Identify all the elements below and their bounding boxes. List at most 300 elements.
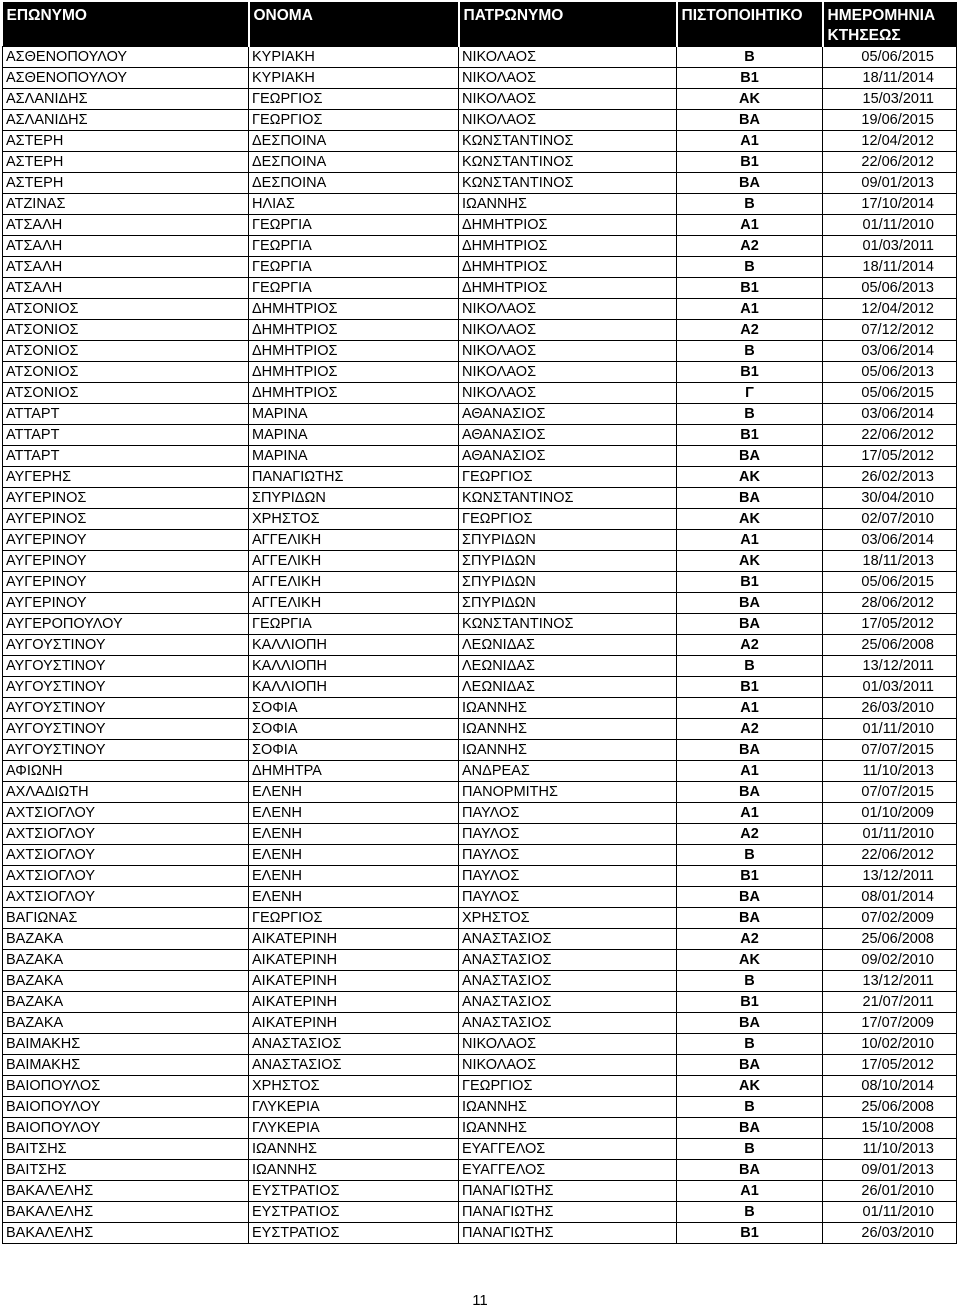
cell-certificate: Α1 xyxy=(677,761,823,782)
cell-surname: ΒΑΙΟΠΟΥΛΟΥ xyxy=(3,1097,249,1118)
cell-acquisition-date: 08/01/2014 xyxy=(823,887,957,908)
table-row xyxy=(3,1118,957,1139)
cell-surname: ΑΤΖΙΝΑΣ xyxy=(3,194,249,215)
cell-father-name: ΛΕΩΝΙΔΑΣ xyxy=(459,656,677,677)
cell-father-name: ΚΩΝΣΤΑΝΤΙΝΟΣ xyxy=(459,488,677,509)
cell-certificate: Α1 xyxy=(677,299,823,320)
cell-first-name: ΑΙΚΑΤΕΡΙΝΗ xyxy=(249,1013,459,1034)
table-row xyxy=(3,950,957,971)
cell-acquisition-date: 17/05/2012 xyxy=(823,1055,957,1076)
cell-certificate: Β xyxy=(677,656,823,677)
cell-certificate: Β1 xyxy=(677,1223,823,1244)
cell-certificate: ΒΑ xyxy=(677,908,823,929)
cell-certificate: Β1 xyxy=(677,68,823,89)
cell-surname: ΑΤΣΟΝΙΟΣ xyxy=(3,362,249,383)
cell-surname: ΑΣΤΕΡΗ xyxy=(3,131,249,152)
cell-father-name: ΑΘΑΝΑΣΙΟΣ xyxy=(459,404,677,425)
cell-father-name: ΓΕΩΡΓΙΟΣ xyxy=(459,467,677,488)
cell-acquisition-date: 22/06/2012 xyxy=(823,152,957,173)
table-row xyxy=(3,1076,957,1097)
cell-first-name: ΚΑΛΛΙΟΠΗ xyxy=(249,677,459,698)
table-row xyxy=(3,677,957,698)
table-row xyxy=(3,488,957,509)
cell-certificate: Α2 xyxy=(677,824,823,845)
cell-first-name: ΑΙΚΑΤΕΡΙΝΗ xyxy=(249,950,459,971)
cell-father-name: ΣΠΥΡΙΔΩΝ xyxy=(459,593,677,614)
cell-acquisition-date: 01/11/2010 xyxy=(823,1202,957,1223)
cell-acquisition-date: 07/12/2012 xyxy=(823,320,957,341)
cell-first-name: ΗΛΙΑΣ xyxy=(249,194,459,215)
cell-first-name: ΑΙΚΑΤΕΡΙΝΗ xyxy=(249,929,459,950)
table-row xyxy=(3,614,957,635)
cell-father-name: ΝΙΚΟΛΑΟΣ xyxy=(459,299,677,320)
cell-first-name: ΣΟΦΙΑ xyxy=(249,719,459,740)
cell-surname: ΒΑΖΑΚΑ xyxy=(3,929,249,950)
cell-certificate: Α1 xyxy=(677,215,823,236)
cell-certificate: Α2 xyxy=(677,719,823,740)
table-row xyxy=(3,635,957,656)
cell-first-name: ΓΕΩΡΓΙΟΣ xyxy=(249,89,459,110)
cell-father-name: ΚΩΝΣΤΑΝΤΙΝΟΣ xyxy=(459,152,677,173)
cell-first-name: ΓΕΩΡΓΙΑ xyxy=(249,278,459,299)
cell-acquisition-date: 01/03/2011 xyxy=(823,236,957,257)
cell-first-name: ΣΠΥΡΙΔΩΝ xyxy=(249,488,459,509)
cell-acquisition-date: 17/05/2012 xyxy=(823,446,957,467)
cell-certificate: Α2 xyxy=(677,635,823,656)
table-row xyxy=(3,740,957,761)
cell-father-name: ΣΠΥΡΙΔΩΝ xyxy=(459,530,677,551)
table-row xyxy=(3,299,957,320)
cell-surname: ΑΥΓΕΡΙΝΟΥ xyxy=(3,593,249,614)
cell-father-name: ΑΝΑΣΤΑΣΙΟΣ xyxy=(459,1013,677,1034)
cell-father-name: ΑΘΑΝΑΣΙΟΣ xyxy=(459,425,677,446)
cell-acquisition-date: 26/01/2010 xyxy=(823,1181,957,1202)
cell-first-name: ΓΛΥΚΕΡΙΑ xyxy=(249,1118,459,1139)
cell-acquisition-date: 03/06/2014 xyxy=(823,341,957,362)
cell-acquisition-date: 05/06/2015 xyxy=(823,572,957,593)
cell-certificate: Β1 xyxy=(677,572,823,593)
cell-first-name: ΔΗΜΗΤΡΙΟΣ xyxy=(249,320,459,341)
cell-acquisition-date: 09/01/2013 xyxy=(823,173,957,194)
cell-certificate: Α1 xyxy=(677,803,823,824)
cell-father-name: ΧΡΗΣΤΟΣ xyxy=(459,908,677,929)
cell-father-name: ΚΩΝΣΤΑΝΤΙΝΟΣ xyxy=(459,131,677,152)
cell-first-name: ΑΝΑΣΤΑΣΙΟΣ xyxy=(249,1034,459,1055)
cell-surname: ΑΤΣΑΛΗ xyxy=(3,278,249,299)
cell-surname: ΑΧΤΣΙΟΓΛΟΥ xyxy=(3,887,249,908)
cell-first-name: ΓΕΩΡΓΙΟΣ xyxy=(249,110,459,131)
cell-surname: ΑΧΤΣΙΟΓΛΟΥ xyxy=(3,866,249,887)
table-row xyxy=(3,173,957,194)
cell-certificate: Α1 xyxy=(677,698,823,719)
cell-acquisition-date: 28/06/2012 xyxy=(823,593,957,614)
cell-certificate: Β1 xyxy=(677,278,823,299)
cell-first-name: ΓΛΥΚΕΡΙΑ xyxy=(249,1097,459,1118)
cell-certificate: ΒΑ xyxy=(677,1118,823,1139)
cell-certificate: Β xyxy=(677,1097,823,1118)
cell-father-name: ΝΙΚΟΛΑΟΣ xyxy=(459,47,677,68)
cell-first-name: ΠΑΝΑΓΙΩΤΗΣ xyxy=(249,467,459,488)
cell-father-name: ΠΑΝΑΓΙΩΤΗΣ xyxy=(459,1223,677,1244)
cell-father-name: ΝΙΚΟΛΑΟΣ xyxy=(459,320,677,341)
table-row xyxy=(3,236,957,257)
cell-acquisition-date: 26/03/2010 xyxy=(823,698,957,719)
cell-first-name: ΑΙΚΑΤΕΡΙΝΗ xyxy=(249,971,459,992)
cell-certificate: ΑΚ xyxy=(677,509,823,530)
cell-acquisition-date: 13/12/2011 xyxy=(823,866,957,887)
cell-certificate: ΑΚ xyxy=(677,950,823,971)
cell-surname: ΑΥΓΕΡΙΝΟΥ xyxy=(3,530,249,551)
cell-surname: ΑΣΘΕΝΟΠΟΥΛΟΥ xyxy=(3,68,249,89)
cell-father-name: ΠΑΝΑΓΙΩΤΗΣ xyxy=(459,1181,677,1202)
cell-surname: ΑΥΓΟΥΣΤΙΝΟΥ xyxy=(3,635,249,656)
cell-first-name: ΚΥΡΙΑΚΗ xyxy=(249,47,459,68)
cell-acquisition-date: 01/10/2009 xyxy=(823,803,957,824)
cell-acquisition-date: 25/06/2008 xyxy=(823,1097,957,1118)
cell-father-name: ΑΝΑΣΤΑΣΙΟΣ xyxy=(459,950,677,971)
table-row xyxy=(3,719,957,740)
cell-first-name: ΓΕΩΡΓΙΑ xyxy=(249,614,459,635)
cell-certificate: ΒΑ xyxy=(677,173,823,194)
cell-surname: ΑΤΤΑΡΤ xyxy=(3,446,249,467)
cell-certificate: ΒΑ xyxy=(677,446,823,467)
cell-surname: ΑΥΓΕΡΙΝΟΥ xyxy=(3,551,249,572)
table-row xyxy=(3,1181,957,1202)
table-row xyxy=(3,110,957,131)
cell-acquisition-date: 17/07/2009 xyxy=(823,1013,957,1034)
cell-certificate: Β1 xyxy=(677,677,823,698)
cell-father-name: ΕΥΑΓΓΕΛΟΣ xyxy=(459,1160,677,1181)
cell-father-name: ΝΙΚΟΛΑΟΣ xyxy=(459,383,677,404)
cell-acquisition-date: 09/01/2013 xyxy=(823,1160,957,1181)
table-row xyxy=(3,866,957,887)
cell-acquisition-date: 07/07/2015 xyxy=(823,740,957,761)
cell-father-name: ΙΩΑΝΝΗΣ xyxy=(459,1118,677,1139)
cell-acquisition-date: 18/11/2013 xyxy=(823,551,957,572)
cell-father-name: ΑΝΑΣΤΑΣΙΟΣ xyxy=(459,992,677,1013)
cell-certificate: ΒΑ xyxy=(677,593,823,614)
table-row xyxy=(3,89,957,110)
cell-first-name: ΜΑΡΙΝΑ xyxy=(249,446,459,467)
table-row xyxy=(3,1097,957,1118)
cell-surname: ΒΑΖΑΚΑ xyxy=(3,971,249,992)
cell-first-name: ΚΑΛΛΙΟΠΗ xyxy=(249,635,459,656)
header-surname: ΕΠΩΝΥΜΟ xyxy=(3,2,249,47)
cell-surname: ΑΣΤΕΡΗ xyxy=(3,152,249,173)
table-row xyxy=(3,1013,957,1034)
cell-certificate: Β xyxy=(677,1034,823,1055)
cell-acquisition-date: 25/06/2008 xyxy=(823,929,957,950)
cell-surname: ΑΥΓΟΥΣΤΙΝΟΥ xyxy=(3,677,249,698)
cell-father-name: ΙΩΑΝΝΗΣ xyxy=(459,719,677,740)
cell-surname: ΑΥΓΕΡΟΠΟΥΛΟΥ xyxy=(3,614,249,635)
header-first-name: ΟΝΟΜΑ xyxy=(249,2,459,47)
cell-certificate: Β xyxy=(677,47,823,68)
table-row xyxy=(3,194,957,215)
cell-father-name: ΙΩΑΝΝΗΣ xyxy=(459,1097,677,1118)
cell-first-name: ΕΛΕΝΗ xyxy=(249,782,459,803)
cell-surname: ΒΑΙΟΠΟΥΛΟΣ xyxy=(3,1076,249,1097)
cell-surname: ΑΧΛΑΔΙΩΤΗ xyxy=(3,782,249,803)
cell-father-name: ΙΩΑΝΝΗΣ xyxy=(459,740,677,761)
cell-surname: ΑΣΛΑΝΙΔΗΣ xyxy=(3,110,249,131)
cell-first-name: ΚΑΛΛΙΟΠΗ xyxy=(249,656,459,677)
cell-first-name: ΙΩΑΝΝΗΣ xyxy=(249,1160,459,1181)
cell-acquisition-date: 10/02/2010 xyxy=(823,1034,957,1055)
cell-surname: ΒΑΚΑΛΕΛΗΣ xyxy=(3,1223,249,1244)
header-row xyxy=(3,2,957,47)
cell-first-name: ΕΛΕΝΗ xyxy=(249,845,459,866)
cell-father-name: ΑΝΑΣΤΑΣΙΟΣ xyxy=(459,971,677,992)
cell-first-name: ΕΛΕΝΗ xyxy=(249,824,459,845)
cell-father-name: ΝΙΚΟΛΑΟΣ xyxy=(459,110,677,131)
cell-surname: ΑΥΓΟΥΣΤΙΝΟΥ xyxy=(3,719,249,740)
table-row xyxy=(3,761,957,782)
cell-first-name: ΔΗΜΗΤΡΑ xyxy=(249,761,459,782)
table-row xyxy=(3,425,957,446)
cell-surname: ΒΑΖΑΚΑ xyxy=(3,1013,249,1034)
cell-certificate: Β xyxy=(677,845,823,866)
cell-acquisition-date: 13/12/2011 xyxy=(823,971,957,992)
cell-certificate: ΑΚ xyxy=(677,551,823,572)
cell-father-name: ΕΥΑΓΓΕΛΟΣ xyxy=(459,1139,677,1160)
cell-certificate: ΒΑ xyxy=(677,740,823,761)
cell-acquisition-date: 18/11/2014 xyxy=(823,68,957,89)
cell-first-name: ΑΓΓΕΛΙΚΗ xyxy=(249,572,459,593)
cell-first-name: ΕΛΕΝΗ xyxy=(249,866,459,887)
table-row xyxy=(3,530,957,551)
cell-first-name: ΓΕΩΡΓΙΑ xyxy=(249,257,459,278)
cell-certificate: Α2 xyxy=(677,236,823,257)
cell-surname: ΒΑΚΑΛΕΛΗΣ xyxy=(3,1202,249,1223)
cell-first-name: ΑΓΓΕΛΙΚΗ xyxy=(249,593,459,614)
cell-father-name: ΙΩΑΝΝΗΣ xyxy=(459,698,677,719)
cell-acquisition-date: 15/10/2008 xyxy=(823,1118,957,1139)
table-row xyxy=(3,992,957,1013)
table-row xyxy=(3,824,957,845)
page-number: 11 xyxy=(472,1292,488,1309)
cell-first-name: ΔΕΣΠΟΙΝΑ xyxy=(249,173,459,194)
cell-surname: ΒΑΙΟΠΟΥΛΟΥ xyxy=(3,1118,249,1139)
cell-first-name: ΑΓΓΕΛΙΚΗ xyxy=(249,551,459,572)
cell-surname: ΑΥΓΟΥΣΤΙΝΟΥ xyxy=(3,698,249,719)
cell-father-name: ΚΩΝΣΤΑΝΤΙΝΟΣ xyxy=(459,173,677,194)
table-row xyxy=(3,446,957,467)
cell-surname: ΒΑΖΑΚΑ xyxy=(3,992,249,1013)
cell-acquisition-date: 17/10/2014 xyxy=(823,194,957,215)
table-row xyxy=(3,698,957,719)
table-row xyxy=(3,1160,957,1181)
cell-father-name: ΓΕΩΡΓΙΟΣ xyxy=(459,509,677,530)
cell-father-name: ΑΝΔΡΕΑΣ xyxy=(459,761,677,782)
cell-first-name: ΕΛΕΝΗ xyxy=(249,887,459,908)
cell-surname: ΒΑΓΙΩΝΑΣ xyxy=(3,908,249,929)
cell-certificate: ΒΑ xyxy=(677,110,823,131)
cell-certificate: Β xyxy=(677,257,823,278)
cell-surname: ΒΑΙΤΣΗΣ xyxy=(3,1139,249,1160)
table-row xyxy=(3,362,957,383)
cell-father-name: ΛΕΩΝΙΔΑΣ xyxy=(459,677,677,698)
cell-first-name: ΔΕΣΠΟΙΝΑ xyxy=(249,131,459,152)
cell-certificate: ΑΚ xyxy=(677,467,823,488)
cell-acquisition-date: 11/10/2013 xyxy=(823,1139,957,1160)
table-row xyxy=(3,152,957,173)
cell-surname: ΑΥΓΕΡΙΝΟΣ xyxy=(3,488,249,509)
header-father-name: ΠΑΤΡΩΝΥΜΟ xyxy=(459,2,677,47)
cell-acquisition-date: 22/06/2012 xyxy=(823,425,957,446)
cell-certificate: ΒΑ xyxy=(677,614,823,635)
cell-father-name: ΔΗΜΗΤΡΙΟΣ xyxy=(459,215,677,236)
cell-first-name: ΑΓΓΕΛΙΚΗ xyxy=(249,530,459,551)
cell-acquisition-date: 17/05/2012 xyxy=(823,614,957,635)
cell-first-name: ΔΗΜΗΤΡΙΟΣ xyxy=(249,383,459,404)
cell-certificate: Β1 xyxy=(677,362,823,383)
cell-certificate: ΒΑ xyxy=(677,488,823,509)
cell-certificate: Β xyxy=(677,341,823,362)
cell-certificate: ΑΚ xyxy=(677,89,823,110)
cell-first-name: ΑΙΚΑΤΕΡΙΝΗ xyxy=(249,992,459,1013)
cell-certificate: Β xyxy=(677,971,823,992)
cell-father-name: ΠΑΥΛΟΣ xyxy=(459,803,677,824)
cell-surname: ΑΥΓΟΥΣΤΙΝΟΥ xyxy=(3,656,249,677)
cell-first-name: ΙΩΑΝΝΗΣ xyxy=(249,1139,459,1160)
cell-certificate: Γ xyxy=(677,383,823,404)
cell-acquisition-date: 21/07/2011 xyxy=(823,992,957,1013)
cell-first-name: ΕΥΣΤΡΑΤΙΟΣ xyxy=(249,1202,459,1223)
cell-acquisition-date: 05/06/2015 xyxy=(823,47,957,68)
table-row xyxy=(3,1139,957,1160)
cell-surname: ΑΥΓΕΡΙΝΟΥ xyxy=(3,572,249,593)
cell-surname: ΒΑΙΤΣΗΣ xyxy=(3,1160,249,1181)
cell-surname: ΑΣΛΑΝΙΔΗΣ xyxy=(3,89,249,110)
cell-acquisition-date: 05/06/2015 xyxy=(823,383,957,404)
cell-certificate: Β1 xyxy=(677,992,823,1013)
table-row xyxy=(3,782,957,803)
cell-certificate: Β xyxy=(677,404,823,425)
cell-first-name: ΔΗΜΗΤΡΙΟΣ xyxy=(249,299,459,320)
cell-acquisition-date: 12/04/2012 xyxy=(823,131,957,152)
cell-certificate: Β xyxy=(677,1139,823,1160)
table-body xyxy=(3,47,957,1244)
cell-acquisition-date: 03/06/2014 xyxy=(823,404,957,425)
cell-acquisition-date: 02/07/2010 xyxy=(823,509,957,530)
cell-father-name: ΚΩΝΣΤΑΝΤΙΝΟΣ xyxy=(459,614,677,635)
cell-certificate: Β1 xyxy=(677,425,823,446)
certificates-table xyxy=(2,2,957,1244)
cell-first-name: ΕΛΕΝΗ xyxy=(249,803,459,824)
cell-father-name: ΠΑΥΛΟΣ xyxy=(459,845,677,866)
table-row xyxy=(3,1034,957,1055)
table-row xyxy=(3,215,957,236)
table-row xyxy=(3,1223,957,1244)
table-row xyxy=(3,509,957,530)
table-row xyxy=(3,1055,957,1076)
cell-surname: ΑΤΣΑΛΗ xyxy=(3,215,249,236)
table-row xyxy=(3,593,957,614)
cell-father-name: ΝΙΚΟΛΑΟΣ xyxy=(459,1034,677,1055)
cell-certificate: Α2 xyxy=(677,320,823,341)
cell-first-name: ΣΟΦΙΑ xyxy=(249,740,459,761)
cell-father-name: ΝΙΚΟΛΑΟΣ xyxy=(459,89,677,110)
cell-father-name: ΣΠΥΡΙΔΩΝ xyxy=(459,551,677,572)
cell-certificate: ΒΑ xyxy=(677,782,823,803)
cell-father-name: ΝΙΚΟΛΑΟΣ xyxy=(459,362,677,383)
cell-father-name: ΠΑΥΛΟΣ xyxy=(459,866,677,887)
header-acquisition-date: ΗΜΕΡΟΜΗΝΙΑ ΚΤΗΣΕΩΣ xyxy=(823,2,957,47)
cell-first-name: ΔΕΣΠΟΙΝΑ xyxy=(249,152,459,173)
cell-acquisition-date: 15/03/2011 xyxy=(823,89,957,110)
table-row xyxy=(3,845,957,866)
cell-surname: ΑΤΤΑΡΤ xyxy=(3,425,249,446)
cell-acquisition-date: 05/06/2013 xyxy=(823,362,957,383)
cell-father-name: ΠΑΥΛΟΣ xyxy=(459,887,677,908)
cell-acquisition-date: 19/06/2015 xyxy=(823,110,957,131)
cell-acquisition-date: 13/12/2011 xyxy=(823,656,957,677)
cell-certificate: Β1 xyxy=(677,152,823,173)
cell-surname: ΒΑΙΜΑΚΗΣ xyxy=(3,1034,249,1055)
cell-acquisition-date: 30/04/2010 xyxy=(823,488,957,509)
cell-acquisition-date: 18/11/2014 xyxy=(823,257,957,278)
cell-acquisition-date: 01/11/2010 xyxy=(823,215,957,236)
cell-acquisition-date: 05/06/2013 xyxy=(823,278,957,299)
cell-surname: ΑΤΣΟΝΙΟΣ xyxy=(3,383,249,404)
cell-acquisition-date: 22/06/2012 xyxy=(823,845,957,866)
cell-first-name: ΔΗΜΗΤΡΙΟΣ xyxy=(249,341,459,362)
table-row xyxy=(3,68,957,89)
cell-first-name: ΕΥΣΤΡΑΤΙΟΣ xyxy=(249,1181,459,1202)
cell-father-name: ΔΗΜΗΤΡΙΟΣ xyxy=(459,236,677,257)
cell-father-name: ΠΑΝΟΡΜΙΤΗΣ xyxy=(459,782,677,803)
cell-surname: ΑΤΣΑΛΗ xyxy=(3,257,249,278)
cell-first-name: ΧΡΗΣΤΟΣ xyxy=(249,1076,459,1097)
cell-acquisition-date: 07/02/2009 xyxy=(823,908,957,929)
table-row xyxy=(3,803,957,824)
cell-certificate: Β xyxy=(677,194,823,215)
header-certificate: ΠΙΣΤΟΠΟΙΗΤΙΚΟ xyxy=(677,2,823,47)
table-row xyxy=(3,404,957,425)
cell-first-name: ΣΟΦΙΑ xyxy=(249,698,459,719)
table-row xyxy=(3,131,957,152)
cell-acquisition-date: 09/02/2010 xyxy=(823,950,957,971)
cell-father-name: ΝΙΚΟΛΑΟΣ xyxy=(459,68,677,89)
cell-father-name: ΠΑΝΑΓΙΩΤΗΣ xyxy=(459,1202,677,1223)
cell-surname: ΑΧΤΣΙΟΓΛΟΥ xyxy=(3,845,249,866)
cell-certificate: Α2 xyxy=(677,929,823,950)
cell-acquisition-date: 08/10/2014 xyxy=(823,1076,957,1097)
table-row xyxy=(3,908,957,929)
cell-acquisition-date: 12/04/2012 xyxy=(823,299,957,320)
cell-surname: ΑΤΣΟΝΙΟΣ xyxy=(3,299,249,320)
cell-first-name: ΕΥΣΤΡΑΤΙΟΣ xyxy=(249,1223,459,1244)
cell-first-name: ΜΑΡΙΝΑ xyxy=(249,425,459,446)
cell-certificate: Β xyxy=(677,1202,823,1223)
cell-first-name: ΚΥΡΙΑΚΗ xyxy=(249,68,459,89)
cell-first-name: ΑΝΑΣΤΑΣΙΟΣ xyxy=(249,1055,459,1076)
cell-father-name: ΛΕΩΝΙΔΑΣ xyxy=(459,635,677,656)
table-row xyxy=(3,656,957,677)
cell-first-name: ΜΑΡΙΝΑ xyxy=(249,404,459,425)
cell-first-name: ΔΗΜΗΤΡΙΟΣ xyxy=(249,362,459,383)
cell-surname: ΒΑΖΑΚΑ xyxy=(3,950,249,971)
table-row xyxy=(3,47,957,68)
table-row xyxy=(3,467,957,488)
cell-certificate: Α1 xyxy=(677,530,823,551)
cell-surname: ΑΤΤΑΡΤ xyxy=(3,404,249,425)
table-row xyxy=(3,551,957,572)
table-row xyxy=(3,887,957,908)
cell-father-name: ΔΗΜΗΤΡΙΟΣ xyxy=(459,278,677,299)
cell-acquisition-date: 07/07/2015 xyxy=(823,782,957,803)
